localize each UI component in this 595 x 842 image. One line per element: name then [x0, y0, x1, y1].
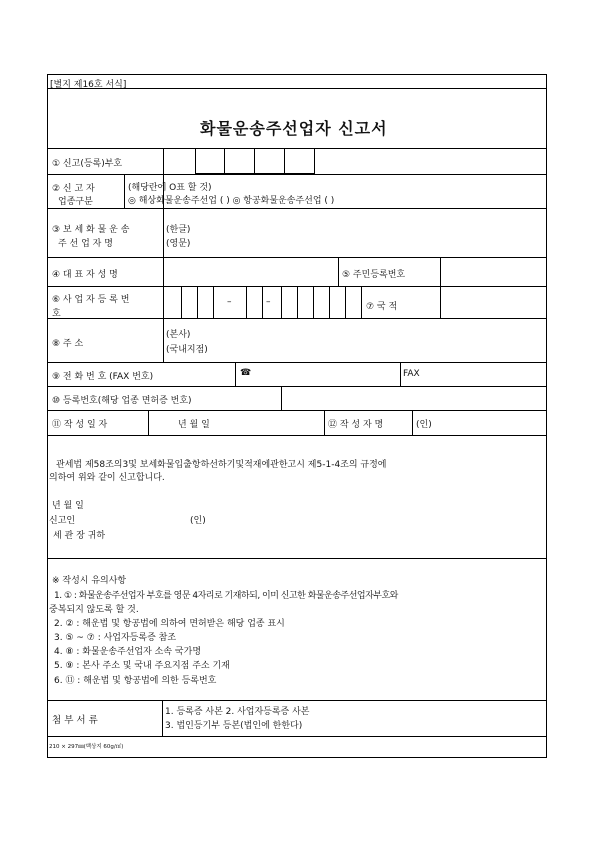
fax-label: FAX — [403, 369, 420, 379]
business-type-instruction: (해당란에 O표 할 것) — [128, 183, 212, 193]
note-2: 2. ② : 해운법 및 항공법에 의하여 면허받은 해당 업종 표시 — [54, 619, 285, 629]
business-reg-dash-2: – — [266, 297, 271, 307]
form-title: 화물운송주선업자 신고서 — [200, 119, 388, 138]
divider — [47, 410, 547, 411]
reg-code-box-2[interactable] — [224, 148, 255, 174]
divider — [47, 318, 547, 319]
reg-code-box-3[interactable] — [254, 148, 285, 174]
reg-code-box-1[interactable] — [195, 148, 225, 174]
note-5: 5. ⑨ : 본사 주소 및 국내 주요지점 주소 기재 — [54, 661, 230, 671]
forwarder-name-label-a: ③ 보 세 화 물 운 송 — [52, 225, 130, 235]
address-domestic-branch[interactable]: (국내지점) — [166, 345, 208, 355]
divider — [329, 286, 330, 318]
divider — [338, 257, 339, 286]
divider — [412, 410, 413, 435]
divider — [124, 174, 125, 208]
nationality-label: ⑦ 국 적 — [366, 302, 398, 312]
reg-code-box-4[interactable] — [284, 148, 315, 174]
paper-spec: 210 × 297㎜(백상지 60g/㎡) — [49, 744, 124, 750]
divider — [213, 286, 214, 318]
reg-code-label: ① 신고(등록)부호 — [52, 159, 123, 169]
note-1b: 중복되지 않도록 할 것. — [49, 605, 139, 615]
divider — [246, 286, 247, 318]
recipient: 세 관 장 귀하 — [53, 531, 106, 541]
divider — [297, 286, 298, 318]
applicant-label: 신고인 — [49, 516, 76, 526]
note-3: 3. ⑤ ~ ⑦ : 사업자등록증 참조 — [54, 633, 177, 643]
forwarder-name-korean[interactable]: (한글) — [166, 225, 191, 235]
divider — [47, 88, 547, 89]
divider — [324, 410, 325, 435]
attachments-line-1: 1. 등록증 사본 2. 사업자등록증 사본 — [165, 707, 310, 717]
date-written-label: ⑪ 작 성 일 자 — [52, 420, 108, 430]
divider — [47, 558, 547, 559]
business-reg-label-b: 호 — [52, 309, 61, 319]
divider — [400, 362, 401, 386]
attachments-label: 첨 부 서 류 — [52, 715, 98, 726]
address-headquarters[interactable]: (본사) — [166, 330, 191, 340]
divider — [361, 286, 362, 318]
business-type-label-a: ② 신 고 자 — [52, 184, 95, 194]
divider — [345, 286, 346, 318]
date-written-value[interactable]: 년 월 일 — [178, 420, 210, 430]
note-6: 6. ⑪ : 해운법 및 항공법에 의한 등록번호 — [54, 676, 217, 686]
license-number-label: ⑩ 등록번호(해당 업종 면허증 번호) — [52, 396, 192, 406]
declaration-date[interactable]: 년 월 일 — [52, 501, 84, 511]
forwarder-name-label-b: 주 선 업 자 명 — [58, 239, 113, 249]
divider — [313, 286, 314, 318]
divider — [197, 286, 198, 318]
divider — [47, 700, 547, 701]
divider — [281, 286, 282, 318]
divider — [47, 736, 547, 737]
attachments-line-2: 3. 법인등기부 등본(법인에 한한다) — [165, 721, 303, 731]
divider — [440, 286, 441, 318]
phone-fax-label: ⑨ 전 화 번 호 (FAX 번호) — [52, 372, 154, 382]
divider — [262, 286, 263, 318]
phone-icon: ☎ — [240, 368, 252, 378]
divider — [440, 257, 441, 286]
resident-number-label: ⑤ 주민등록번호 — [342, 270, 406, 280]
divider — [235, 362, 236, 386]
business-type-label-b: 업종구분 — [58, 197, 93, 207]
divider — [181, 286, 182, 318]
business-reg-dash-1: – — [227, 297, 232, 307]
address-label: ⑧ 주 소 — [52, 339, 84, 349]
notes-heading: ※ 작성시 유의사항 — [52, 576, 127, 586]
divider — [47, 257, 547, 258]
divider — [47, 362, 547, 363]
divider — [47, 174, 547, 175]
form-tag: [별지 제16호 서식] — [50, 80, 127, 90]
representative-name-label: ④ 대 표 자 성 명 — [52, 270, 118, 280]
divider — [162, 700, 163, 736]
declaration-line-2: 의하여 위와 같이 신고합니다. — [49, 473, 165, 483]
divider — [47, 435, 547, 436]
note-1a: 1. ① : 화물운송주선업자 부호를 영문 4자리로 기재하되, 이미 신고한 화물운송주선업자부호와 — [54, 591, 398, 601]
note-4: 4. ⑧ : 화물운송주선업자 소속 국가명 — [54, 647, 202, 657]
divider — [47, 208, 547, 209]
declaration-line-1: 관세법 제58조의3및 보세화물입출항하선하기및적재에관한고시 제5-1-4조의 규정에 — [56, 460, 387, 470]
business-type-options[interactable]: ◎ 해상화물운송주선업 ( ) ◎ 항공화물운송주선업 ( ) — [128, 196, 335, 206]
divider — [148, 410, 149, 435]
writer-name-label: ⑫ 작 성 자 명 — [328, 420, 384, 430]
applicant-seal: (인) — [190, 516, 206, 526]
business-reg-label-a: ⑥ 사 업 자 등 록 번 — [52, 295, 130, 305]
divider — [281, 386, 282, 410]
forwarder-name-english[interactable]: (영문) — [166, 239, 191, 249]
writer-seal: (인) — [416, 420, 432, 430]
divider — [47, 386, 547, 387]
